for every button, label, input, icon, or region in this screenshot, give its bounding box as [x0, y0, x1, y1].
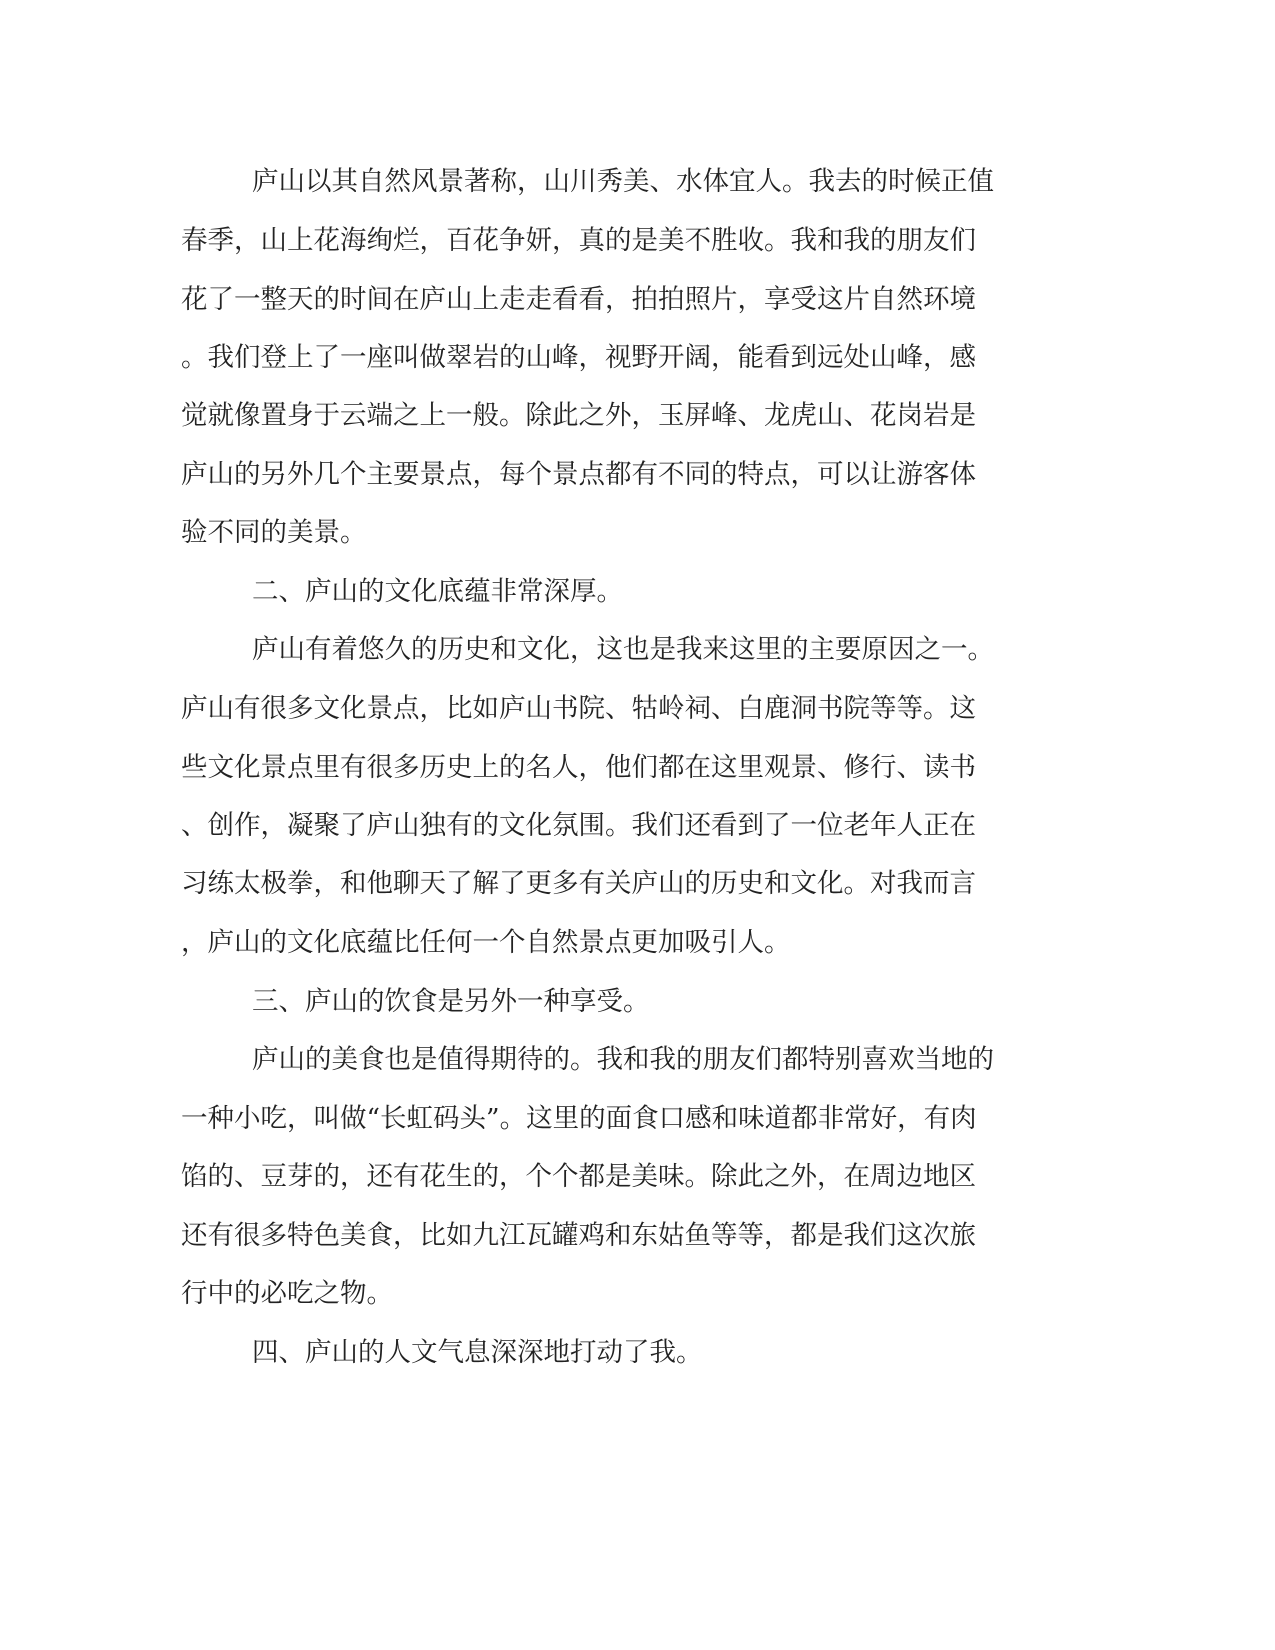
paragraph-line: 些文化景点里有很多历史上的名人，他们都在这里观景、修行、读书 [181, 752, 976, 783]
paragraph-line: 花了一整天的时间在庐山上走走看看，拍拍照片，享受这片自然环境 [181, 284, 976, 315]
paragraph-line: ，庐山的文化底蕴比任何一个自然景点更加吸引人。 [181, 927, 791, 958]
paragraph-line: 验不同的美景。 [181, 517, 367, 548]
paragraph-line: 庐山有着悠久的历史和文化，这也是我来这里的主要原因之一。 [252, 634, 994, 665]
section-heading: 二、庐山的文化底蕴非常深厚。 [252, 576, 623, 607]
section-heading: 三、庐山的饮食是另外一种享受。 [252, 986, 650, 1017]
paragraph-line: 馅的、豆芽的，还有花生的，个个都是美味。除此之外，在周边地区 [181, 1161, 976, 1192]
paragraph-line: 春季，山上花海绚烂，百花争妍，真的是美不胜收。我和我的朋友们 [181, 225, 976, 256]
paragraph-line: 一种小吃，叫做“长虹码头”。这里的面食口感和味道都非常好，有肉 [181, 1103, 977, 1134]
section-heading: 四、庐山的人文气息深深地打动了我。 [252, 1337, 703, 1368]
paragraph-line: 庐山的美食也是值得期待的。我和我的朋友们都特别喜欢当地的 [252, 1044, 994, 1075]
paragraph-line: 、创作，凝聚了庐山独有的文化氛围。我们还看到了一位老年人正在 [181, 810, 976, 841]
paragraph-line: 庐山有很多文化景点，比如庐山书院、牯岭祠、白鹿洞书院等等。这 [181, 693, 976, 724]
paragraph-line: 庐山以其自然风景著称，山川秀美、水体宜人。我去的时候正值 [252, 166, 994, 197]
paragraph-line: 觉就像置身于云端之上一般。除此之外，玉屏峰、龙虎山、花岗岩是 [181, 400, 976, 431]
paragraph-line: 庐山的另外几个主要景点，每个景点都有不同的特点，可以让游客体 [181, 459, 976, 490]
paragraph-line: 。我们登上了一座叫做翠岩的山峰，视野开阔，能看到远处山峰，感 [181, 342, 976, 373]
paragraph-line: 还有很多特色美食，比如九江瓦罐鸡和东姑鱼等等，都是我们这次旅 [181, 1220, 976, 1251]
paragraph-line: 习练太极拳，和他聊天了解了更多有关庐山的历史和文化。对我而言 [181, 868, 976, 899]
paragraph-line: 行中的必吃之物。 [181, 1278, 393, 1309]
